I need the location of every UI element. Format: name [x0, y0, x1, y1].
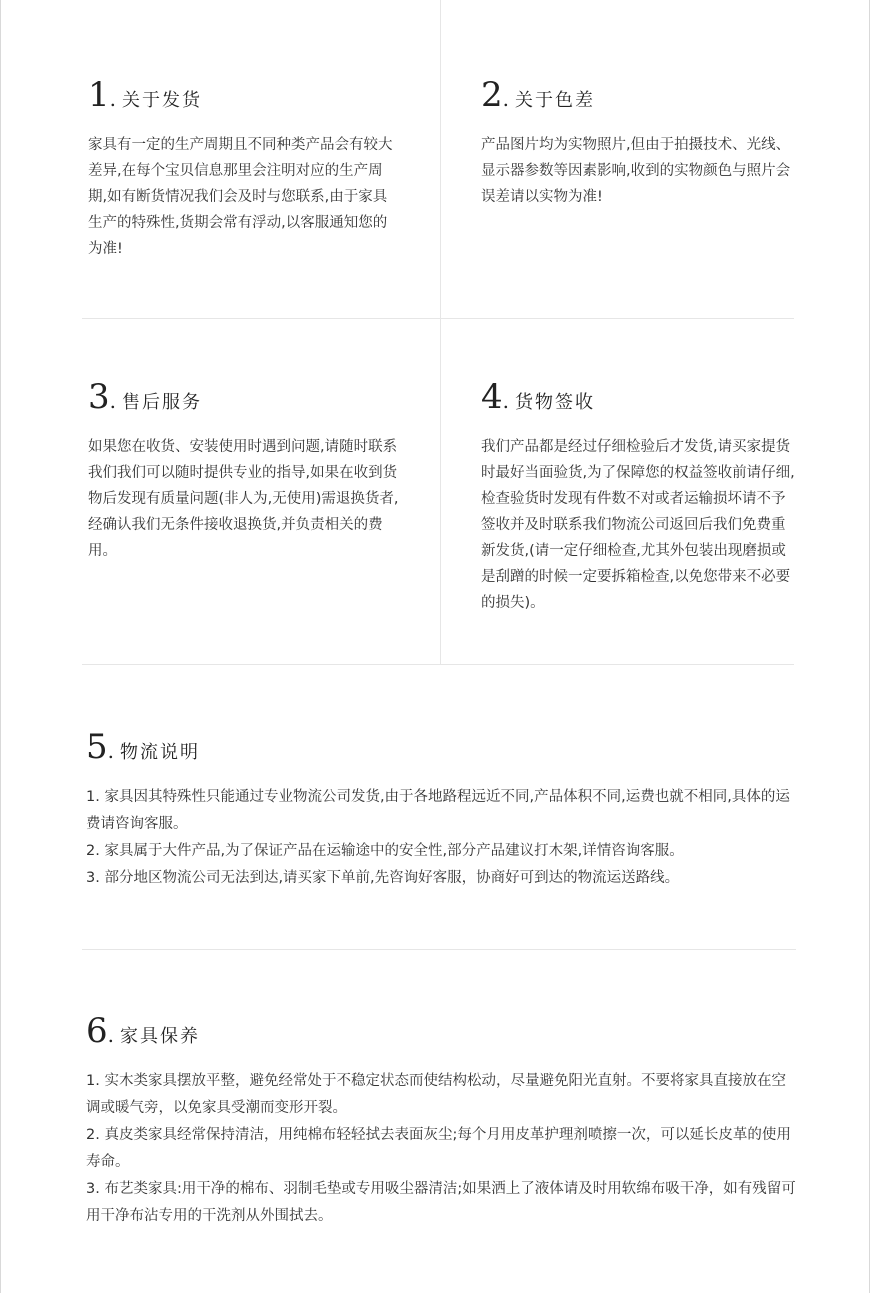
section-number-dot: .	[109, 389, 116, 413]
section-number-dot: .	[109, 87, 116, 111]
section-body: 我们产品都是经过仔细检验后才发货,请买家提货时最好当面验货,为了保障您的权益签收前请仔细,检查验货时发现有件数不对或者运输损坏请不予签收并及时联系我们物流公司返回后我们免费重新发货,(请一定仔细检查,尤其外包装出现磨损或是刮蹭的时候一定要拆箱检查,以免您带来不必要的损失)。	[481, 439, 795, 611]
section-number-dot: .	[107, 739, 114, 763]
section-number: 3	[88, 377, 110, 417]
section-heading: 关于色差	[515, 90, 595, 111]
section-heading: 货物签收	[515, 392, 595, 413]
section-number-dot: .	[502, 87, 509, 111]
section-color-difference	[481, 75, 801, 210]
section-body: 如果您在收货、安装使用时遇到问题,请随时联系我们我们可以随时提供专业的指导,如果在收到货物后发现有质量问题(非人为,无使用)需退换货者,经确认我们无条件接收退换货,并负责相关的费用。	[88, 439, 399, 559]
left-border	[0, 0, 1, 1293]
section-logistics	[86, 727, 798, 892]
vertical-divider-top	[440, 0, 441, 318]
vertical-divider-middle	[440, 319, 441, 664]
section-heading: 物流说明	[120, 742, 200, 763]
list-item: 2. 真皮类家具经常保持清洁，用纯棉布轻轻拭去表面灰尘;每个月用皮革护理剂喷擦一次，可以延长皮革的使用寿命。	[86, 1127, 791, 1170]
section-list	[86, 784, 798, 892]
section-title	[88, 377, 400, 417]
section-shipping	[88, 75, 393, 262]
section-heading: 关于发货	[122, 90, 202, 111]
list-item: 3. 布艺类家具:用干净的棉布、羽制毛垫或专用吸尘器清洁;如果洒上了液体请及时用软绵布吸干净，如有残留可用干净布沾专用的干洗剂从外围拭去。	[86, 1181, 796, 1224]
section-number-dot: .	[502, 389, 509, 413]
section-number: 4	[481, 377, 503, 417]
section-heading: 家具保养	[120, 1026, 200, 1047]
section-number-dot: .	[107, 1023, 114, 1047]
section-title	[86, 1011, 798, 1051]
section-heading: 售后服务	[122, 392, 202, 413]
section-number: 5	[86, 727, 108, 767]
section-number: 1	[88, 75, 110, 115]
section-title	[481, 75, 801, 115]
horizontal-divider-2	[82, 664, 794, 665]
list-item: 3. 部分地区物流公司无法到达,请买家下单前,先咨询好客服，协商好可到达的物流运送路线。	[86, 870, 680, 886]
list-item: 1. 实木类家具摆放平整，避免经常处于不稳定状态而使结构松动，尽量避免阳光直射。不要将家具直接放在空调或暖气旁，以免家具受潮而变形开裂。	[86, 1073, 786, 1116]
section-number: 2	[481, 75, 503, 115]
section-title	[86, 727, 798, 767]
section-list	[86, 1068, 798, 1230]
section-title	[88, 75, 393, 115]
list-item: 1. 家具因其特殊性只能通过专业物流公司发货,由于各地路程远近不同,产品体积不同,运费也就不相同,具体的运费请咨询客服。	[86, 789, 790, 832]
horizontal-divider-3	[82, 949, 796, 950]
section-furniture-care	[86, 1011, 798, 1230]
section-body: 家具有一定的生产周期且不同种类产品会有较大差异,在每个宝贝信息那里会注明对应的生产周期,如有断货情况我们会及时与您联系,由于家具生产的特殊性,货期会常有浮动,以客服通知您的为准!	[88, 137, 393, 257]
horizontal-divider-1	[82, 318, 794, 319]
section-delivery-receipt	[481, 377, 799, 616]
section-body: 产品图片均为实物照片,但由于拍摄技术、光线、显示器参数等因素影响,收到的实物颜色与照片会误差请以实物为准!	[481, 137, 791, 205]
list-item: 2. 家具属于大件产品,为了保证产品在运输途中的安全性,部分产品建议打木架,详情咨询客服。	[86, 843, 684, 859]
section-number: 6	[86, 1011, 108, 1051]
section-after-sales	[88, 377, 400, 564]
section-title	[481, 377, 799, 417]
